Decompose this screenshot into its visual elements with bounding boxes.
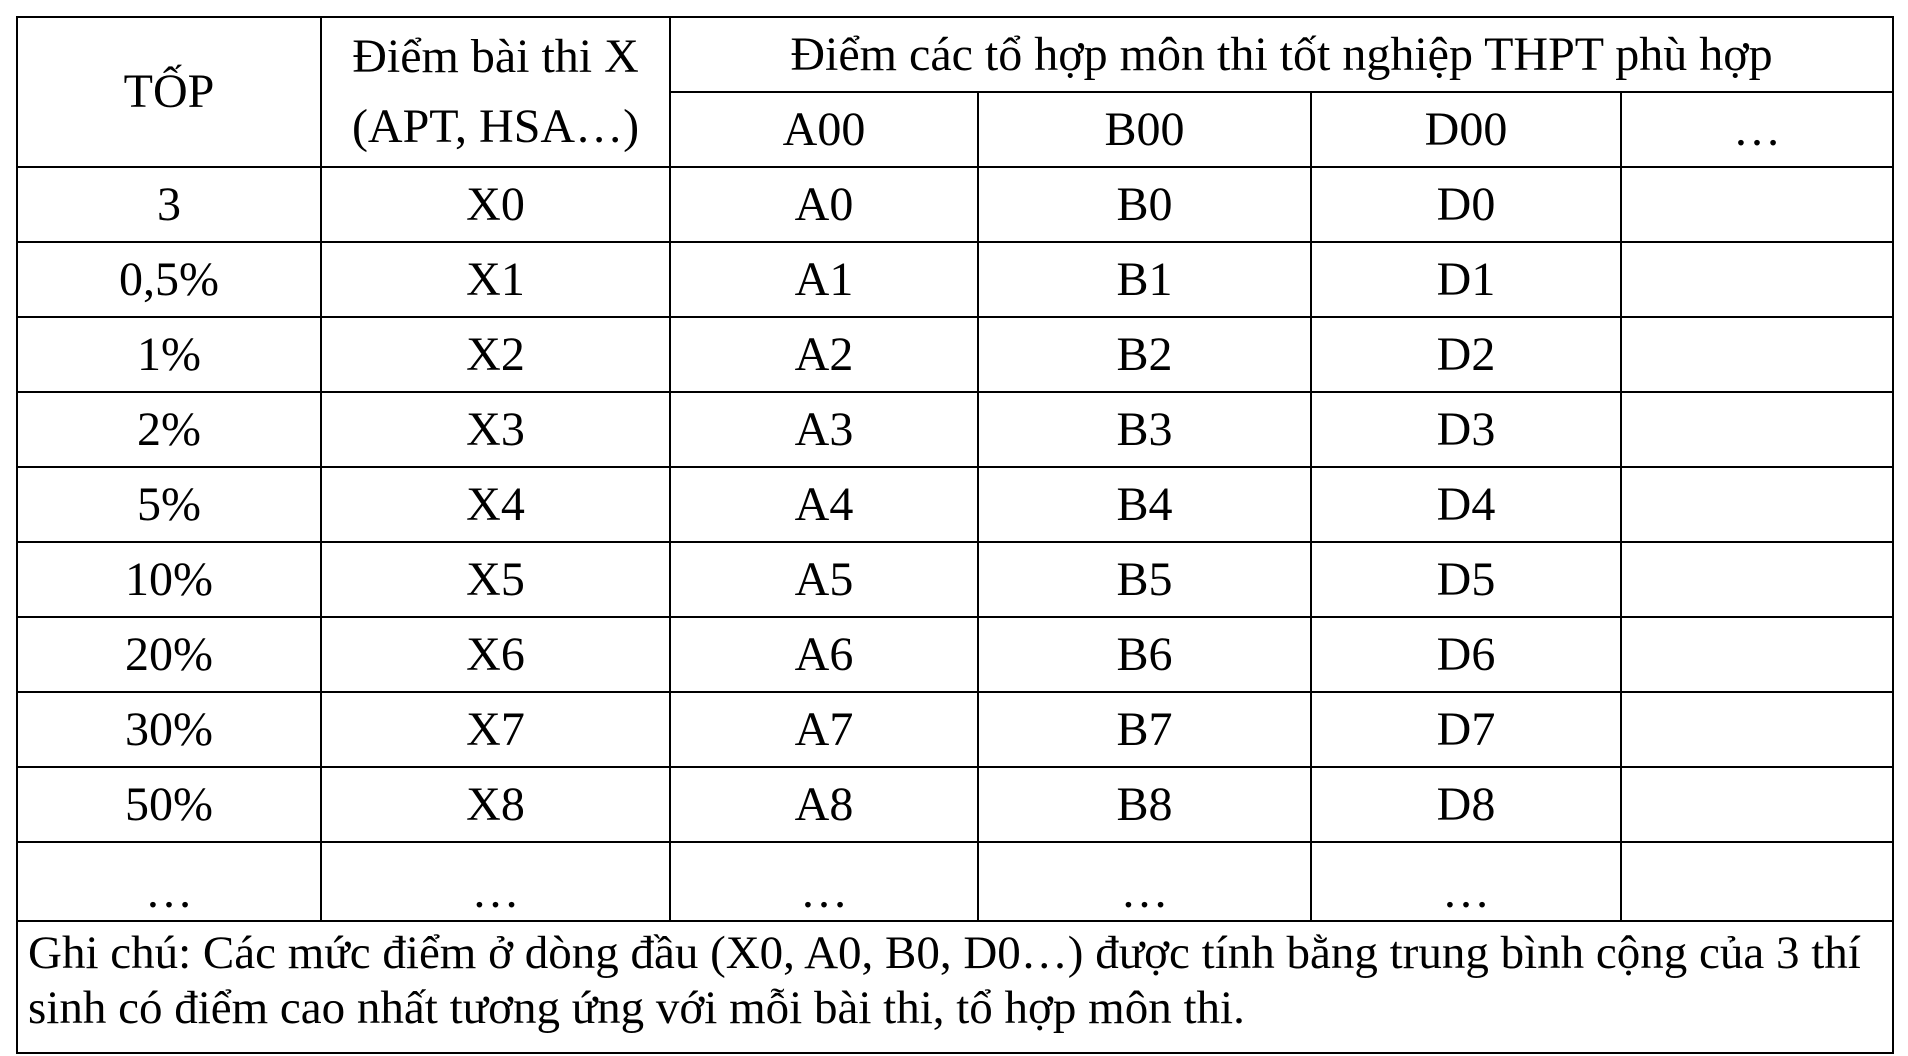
cell-more <box>1621 842 1893 921</box>
cell-more <box>1621 542 1893 617</box>
cell-b00: … <box>978 842 1311 921</box>
cell-d00: D2 <box>1311 317 1621 392</box>
cell-d00: D3 <box>1311 392 1621 467</box>
score-conversion-table <box>16 16 1894 1054</box>
cell-top: 50% <box>17 767 321 842</box>
table-row <box>17 692 1893 767</box>
cell-a00: A5 <box>670 542 978 617</box>
cell-top: 20% <box>17 617 321 692</box>
header-row-1 <box>17 17 1893 92</box>
cell-more <box>1621 767 1893 842</box>
cell-top: 10% <box>17 542 321 617</box>
cell-b00: B2 <box>978 317 1311 392</box>
header-b00: B00 <box>978 92 1311 167</box>
header-top: TỐP <box>17 17 321 167</box>
cell-x: X6 <box>321 617 670 692</box>
cell-x: X5 <box>321 542 670 617</box>
cell-a00: A1 <box>670 242 978 317</box>
cell-top: 2% <box>17 392 321 467</box>
cell-x: X2 <box>321 317 670 392</box>
cell-d00: D0 <box>1311 167 1621 242</box>
cell-more <box>1621 692 1893 767</box>
cell-more <box>1621 317 1893 392</box>
cell-b00: B5 <box>978 542 1311 617</box>
cell-top: 30% <box>17 692 321 767</box>
note-text: Ghi chú: Các mức điểm ở dòng đầu (X0, A0, B0, D0…) được tính bằng trung bình cộng của 3 thí sinh có điểm cao nhất tương ứng với mỗi bài thi, tổ hợp môn thi. <box>17 921 1893 1053</box>
cell-top: 3 <box>17 167 321 242</box>
cell-d00: D1 <box>1311 242 1621 317</box>
cell-b00: B3 <box>978 392 1311 467</box>
cell-a00: A0 <box>670 167 978 242</box>
header-combination-group: Điểm các tổ hợp môn thi tốt nghiệp THPT phù hợp <box>670 17 1893 92</box>
cell-a00: … <box>670 842 978 921</box>
header-more: … <box>1621 92 1893 167</box>
cell-d00: D5 <box>1311 542 1621 617</box>
header-a00: A00 <box>670 92 978 167</box>
cell-b00: B7 <box>978 692 1311 767</box>
cell-top: 5% <box>17 467 321 542</box>
header-x-score-line2: (APT, HSA…) <box>351 100 640 153</box>
cell-a00: A8 <box>670 767 978 842</box>
cell-x: X3 <box>321 392 670 467</box>
table-row <box>17 617 1893 692</box>
cell-x: X8 <box>321 767 670 842</box>
cell-b00: B4 <box>978 467 1311 542</box>
cell-d00: D8 <box>1311 767 1621 842</box>
table-row-ellipsis <box>17 842 1893 921</box>
cell-more <box>1621 167 1893 242</box>
cell-a00: A3 <box>670 392 978 467</box>
cell-more <box>1621 467 1893 542</box>
cell-top: 0,5% <box>17 242 321 317</box>
cell-d00: D7 <box>1311 692 1621 767</box>
header-d00: D00 <box>1311 92 1621 167</box>
note-row <box>17 921 1893 1053</box>
cell-d00: D4 <box>1311 467 1621 542</box>
cell-x: … <box>321 842 670 921</box>
cell-x: X1 <box>321 242 670 317</box>
table-row <box>17 242 1893 317</box>
table-row <box>17 767 1893 842</box>
header-x-score-line1: Điểm bài thi X <box>352 30 639 83</box>
cell-a00: A6 <box>670 617 978 692</box>
cell-x: X0 <box>321 167 670 242</box>
cell-a00: A7 <box>670 692 978 767</box>
cell-a00: A2 <box>670 317 978 392</box>
table-row <box>17 317 1893 392</box>
cell-top: … <box>17 842 321 921</box>
table-row <box>17 167 1893 242</box>
cell-more <box>1621 392 1893 467</box>
cell-x: X7 <box>321 692 670 767</box>
header-x-score <box>321 17 670 167</box>
cell-b00: B0 <box>978 167 1311 242</box>
cell-b00: B1 <box>978 242 1311 317</box>
cell-d00: D6 <box>1311 617 1621 692</box>
cell-more <box>1621 617 1893 692</box>
cell-d00: … <box>1311 842 1621 921</box>
table-row <box>17 542 1893 617</box>
cell-more <box>1621 242 1893 317</box>
cell-top: 1% <box>17 317 321 392</box>
cell-b00: B8 <box>978 767 1311 842</box>
cell-a00: A4 <box>670 467 978 542</box>
table-row <box>17 392 1893 467</box>
table-row <box>17 467 1893 542</box>
cell-b00: B6 <box>978 617 1311 692</box>
cell-x: X4 <box>321 467 670 542</box>
